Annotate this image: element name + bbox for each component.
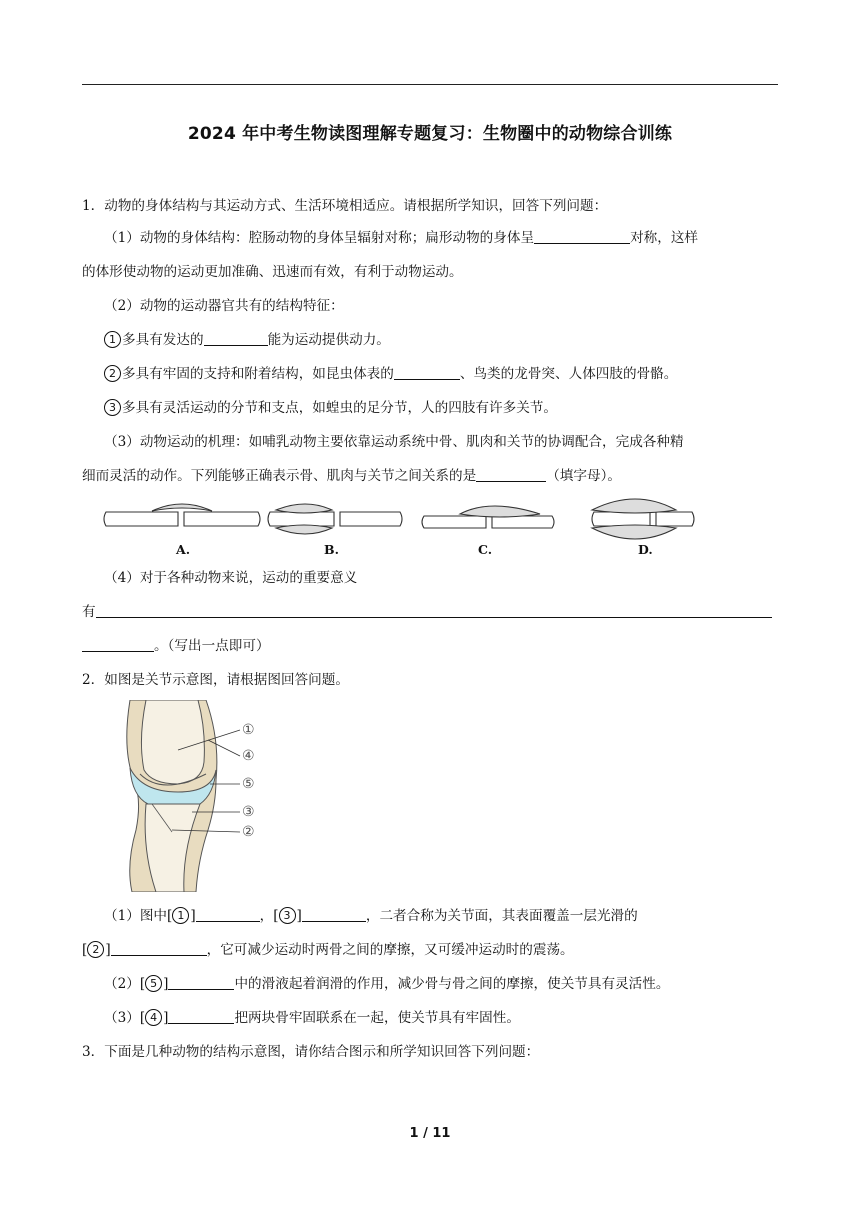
q1-item3 xyxy=(104,398,557,418)
q1-part1-line2: 的体形使动物的运动更加准确、迅速而有效，有利于动物运动。 xyxy=(82,264,463,280)
circled-number: 4 xyxy=(145,1009,162,1026)
circled-number: 1 xyxy=(172,907,189,924)
option-label-c: C. xyxy=(478,542,493,557)
joint-diagram xyxy=(112,700,272,892)
circled-number: 3 xyxy=(279,907,296,924)
q2-sub1-text4: ，它可减少运动时两骨之间的摩擦，又可缓冲运动时的震荡。 xyxy=(206,942,574,958)
bracket-text: ] xyxy=(163,976,169,992)
answer-blank[interactable] xyxy=(534,228,630,244)
bone-muscle-options-figure xyxy=(100,496,700,560)
q2-sub2-text: （2）[ xyxy=(104,976,146,992)
circled-number: 2 xyxy=(104,365,121,382)
bracket-text: [ xyxy=(82,942,88,958)
q2-stem: 2．如图是关节示意图，请根据图回答问题。 xyxy=(82,672,349,688)
q1-part1-line1 xyxy=(104,228,698,248)
q1-item1 xyxy=(104,330,390,350)
option-label-a: A. xyxy=(176,542,191,557)
diagram-label-4: ④ xyxy=(242,748,255,764)
answer-blank[interactable] xyxy=(302,906,366,922)
circled-number: 2 xyxy=(87,941,104,958)
q2-sub1-text3: ，二者合称为关节面，其表面覆盖一层光滑的 xyxy=(365,908,638,924)
q1-item2-text2: 、鸟类的龙骨突、人体四肢的骨骼。 xyxy=(459,366,678,382)
q2-sub1-line2 xyxy=(82,940,574,960)
answer-blank[interactable] xyxy=(394,364,460,380)
q1-part2: （2）动物的运动器官共有的结构特征： xyxy=(104,298,344,314)
q1-part4-text: 有 xyxy=(82,604,96,620)
q2-sub3-text: （3）[ xyxy=(104,1010,146,1026)
q1-item3-text: 多具有灵活运动的分节和支点，如蝗虫的足分节，人的四肢有许多关节。 xyxy=(122,400,557,416)
circled-number: 5 xyxy=(145,975,162,992)
q1-part4-line2 xyxy=(82,602,772,622)
answer-blank[interactable] xyxy=(204,330,268,346)
q1-part4-text2: 。（写出一点即可） xyxy=(154,638,270,654)
page-number: 1 / 11 xyxy=(409,1126,451,1141)
q1-item2-text: 多具有牢固的支持和附着结构，如昆虫体表的 xyxy=(122,366,394,382)
q1-part3-text2: （填字母）。 xyxy=(546,468,621,484)
q1-item1-text: 多具有发达的 xyxy=(122,332,204,348)
q1-part1-text2: 对称，这样 xyxy=(630,230,699,246)
answer-blank[interactable] xyxy=(82,636,154,652)
q1-part1-text: （1）动物的身体结构：腔肠动物的身体呈辐射对称；扁形动物的身体呈 xyxy=(104,230,535,246)
answer-blank[interactable] xyxy=(168,1008,234,1024)
bracket-text: ] xyxy=(190,908,196,924)
document-title: 2024 年中考生物读图理解专题复习：生物圈中的动物综合训练 xyxy=(187,124,673,144)
diagram-label-1: ① xyxy=(242,722,255,738)
bracket-text: ] xyxy=(163,1010,169,1026)
diagram-label-5: ⑤ xyxy=(242,776,255,792)
answer-blank[interactable] xyxy=(96,602,772,618)
q1-stem: 1．动物的身体结构与其运动方式、生活环境相适应。请根据所学知识，回答下列问题： xyxy=(82,198,608,214)
q2-sub2-text2: 中的滑液起着润滑的作用，减少骨与骨之间的摩擦，使关节具有灵活性。 xyxy=(234,976,670,992)
q1-part3-text: 细而灵活的动作。下列能够正确表示骨、肌肉与关节之间关系的是 xyxy=(82,468,477,484)
q1-item2 xyxy=(104,364,677,384)
q2-sub2 xyxy=(104,974,669,994)
diagram-label-2: ② xyxy=(242,824,255,840)
q3-stem: 3．下面是几种动物的结构示意图，请你结合图示和所学知识回答下列问题： xyxy=(82,1044,540,1060)
answer-blank[interactable] xyxy=(196,906,260,922)
q1-part4-line3 xyxy=(82,636,270,656)
q2-sub3-text2: 把两块骨牢固联系在一起，使关节具有牢固性。 xyxy=(234,1010,520,1026)
header-rule xyxy=(82,84,778,85)
q2-sub1-text2: ，[ xyxy=(259,908,279,924)
bracket-text: ] xyxy=(296,908,302,924)
option-label-b: B. xyxy=(324,542,339,557)
circled-number: 1 xyxy=(104,331,121,348)
q2-sub1-text: （1）图中[ xyxy=(104,908,173,924)
diagram-label-3: ③ xyxy=(242,804,255,820)
q1-part3-line1: （3）动物运动的机理：如哺乳动物主要依靠运动系统中骨、肌肉和关节的协调配合，完成各种精 xyxy=(104,434,684,450)
q1-part4-line1: （4）对于各种动物来说，运动的重要意义 xyxy=(104,570,358,586)
q2-sub3 xyxy=(104,1008,520,1028)
answer-blank[interactable] xyxy=(168,974,234,990)
circled-number: 3 xyxy=(104,399,121,416)
answer-blank[interactable] xyxy=(476,466,546,482)
bracket-text: ] xyxy=(105,942,111,958)
q1-item1-text2: 能为运动提供动力。 xyxy=(267,332,390,348)
option-label-d: D. xyxy=(638,542,653,557)
q2-sub1-line1 xyxy=(104,906,638,926)
q1-part3-line2 xyxy=(82,466,621,486)
answer-blank[interactable] xyxy=(111,940,207,956)
bone-muscle-diagrams xyxy=(100,496,700,542)
